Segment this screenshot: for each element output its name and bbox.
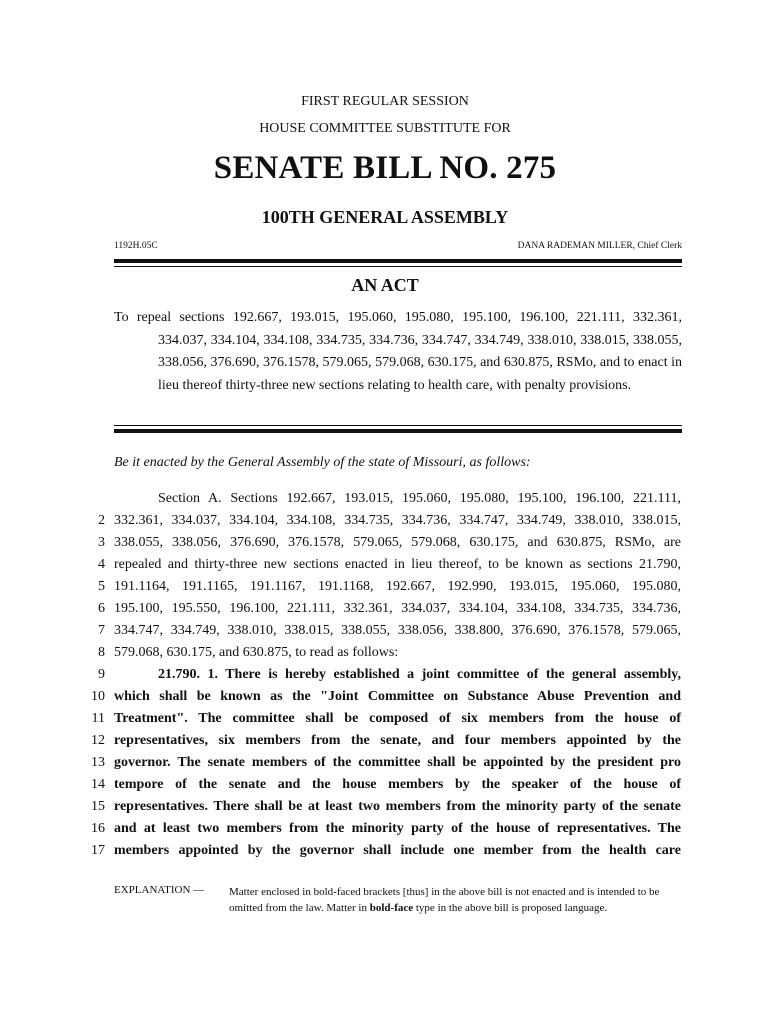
line-text: 334.747, 334.749, 338.010, 338.015, 338.055, 338.056, 338.800, 376.690, 376.1578, 579.065, [114,623,681,638]
line-number: 10 [91,689,105,704]
divider-thick [114,429,682,433]
substitute-heading: HOUSE COMMITTEE SUBSTITUTE FOR [259,121,511,136]
bill-line [0,799,770,821]
line-text: 195.100, 195.550, 196.100, 221.111, 332.361, 334.037, 334.104, 334.108, 334.735, 334.736, [114,601,681,616]
act-title: AN ACT [351,275,419,295]
line-text: and at least two members from the minority party of the house of representatives. The [114,821,681,836]
line-number: 6 [98,601,105,616]
bill-line [0,645,770,667]
line-number: 11 [91,711,105,726]
line-number: 8 [98,645,105,660]
line-number: 16 [91,821,105,836]
line-number: 13 [91,755,105,770]
bill-line [0,711,770,733]
line-text: tempore of the senate and the house members by the speaker of the house of [114,777,681,792]
bill-line [0,689,770,711]
divider-thin [114,425,682,426]
session-heading: FIRST REGULAR SESSION [301,94,469,109]
bill-title: SENATE BILL NO. 275 [213,150,557,186]
line-number: 14 [91,777,105,792]
bill-line [0,513,770,535]
line-number: 3 [98,535,105,550]
bill-line [0,667,770,689]
explanation-text-part1: Matter enclosed in bold-faced brackets [thus] in the above bill is not enacted and is intended to be omitted from the law. Matter in [229,886,660,914]
line-text: which shall be known as the "Joint Committee on Substance Abuse Prevention and [114,689,681,704]
bill-line [0,557,770,579]
bill-line [0,579,770,601]
line-number: 9 [98,667,105,682]
bill-line [0,623,770,645]
line-text: members appointed by the governor shall include one member from the health care [114,843,681,858]
enacting-clause: Be it enacted by the General Assembly of the state of Missouri, as follows: [114,455,531,470]
line-text: representatives, six members from the senate, and four members appointed by the [114,733,681,748]
line-number: 12 [91,733,105,748]
bill-line [0,491,770,513]
bill-line [0,733,770,755]
explanation-label: EXPLANATION — [114,884,205,896]
line-number: 2 [98,513,105,528]
line-number: 15 [91,799,105,814]
line-number: 4 [98,557,105,572]
line-text: 338.055, 338.056, 376.690, 376.1578, 579.065, 579.068, 630.175, and 630.875, RSMo, are [114,535,681,550]
chief-clerk: DANA RADEMAN MILLER, Chief Clerk [517,241,682,251]
line-text: 191.1164, 191.1165, 191.1167, 191.1168, 192.667, 192.990, 193.015, 195.060, 195.080, [114,579,681,594]
line-text: Section A. Sections 192.667, 193.015, 195.060, 195.080, 195.100, 196.100, 221.111, [158,491,681,506]
bill-line [0,821,770,843]
divider-thin [114,266,682,267]
act-summary: To repeal sections 192.667, 193.015, 195.060, 195.080, 195.100, 196.100, 221.111, 332.361, 334.037, 334.104, 334.108, 334.735, 334.736, 334.747, 334.749, 338.010, 338.015, 338.055, 338.056, 376.690, 376.1578, 579.065, 579.068, 630.175, and 630.875, RSMo, and to enact in lieu thereof thirty-three new sections relating to health care, with penalty provisions. [114,310,682,393]
line-number: 17 [91,843,105,858]
line-text: repealed and thirty-three new sections enacted in lieu thereof, to be known as sections 21.790, [114,557,681,572]
line-number: 7 [98,623,105,638]
bill-line [0,777,770,799]
line-text: Treatment". The committee shall be composed of six members from the house of [114,711,681,726]
explanation-text [229,884,684,916]
assembly-heading: 100TH GENERAL ASSEMBLY [261,207,509,227]
bill-line [0,843,770,865]
bill-line [0,601,770,623]
line-text: 21.790. 1. There is hereby established a joint committee of the general assembly, [158,667,681,682]
bill-code: 1192H.05C [114,241,158,251]
line-text: governor. The senate members of the committee shall be appointed by the president pro [114,755,681,770]
line-text: representatives. There shall be at least two members from the minority party of the senate [114,799,681,814]
explanation-bold-term: bold-face [369,902,414,914]
line-number: 5 [98,579,105,594]
bill-line [0,535,770,557]
explanation-text-part2: type in the above bill is proposed language. [413,902,608,914]
divider-thick [114,259,682,263]
line-text: 332.361, 334.037, 334.104, 334.108, 334.735, 334.736, 334.747, 334.749, 338.010, 338.015, [114,513,681,528]
line-text: 579.068, 630.175, and 630.875, to read as follows: [114,645,399,660]
bill-line [0,755,770,777]
